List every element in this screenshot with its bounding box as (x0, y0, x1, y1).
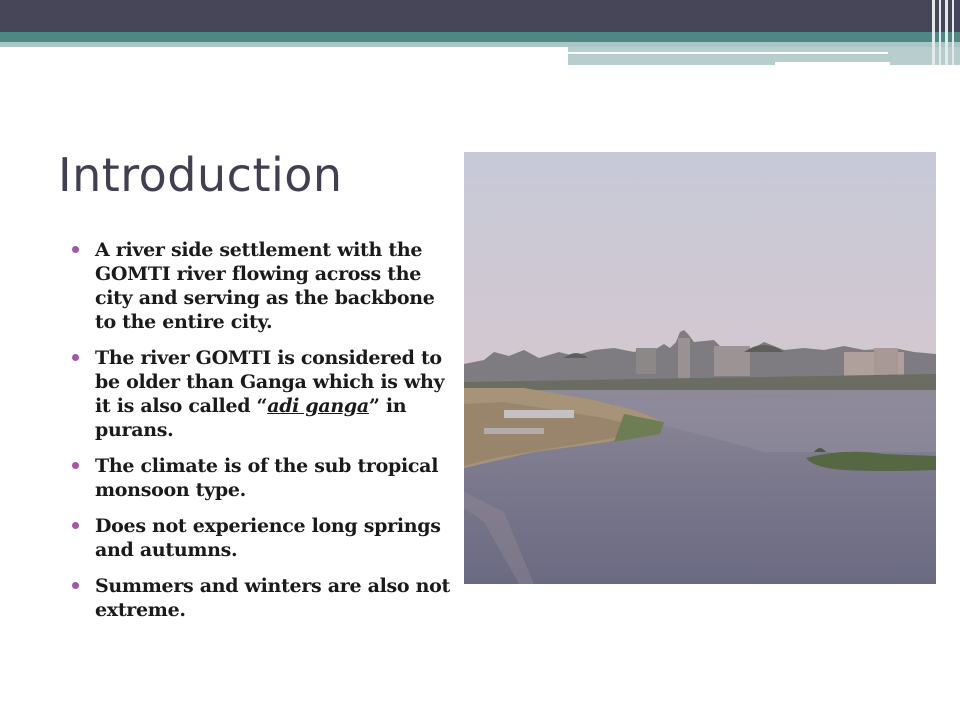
river-city-photo (464, 152, 936, 584)
bullet-dot-icon (72, 462, 79, 469)
bullet-dot-icon (72, 246, 79, 253)
bullet-item (72, 346, 460, 442)
bullet-text: A river side settlement with the GOMTI river flowing across the city and serving as the backbone to the entire city. (95, 239, 435, 333)
bullet-item (72, 238, 460, 334)
bullet-text-part: ” in purans. (95, 395, 407, 441)
header-vertical-lines (930, 0, 960, 65)
bullet-dot-icon (72, 582, 79, 589)
bullet-text: The climate is of the sub tropical monsoon type. (95, 455, 439, 501)
header-teal-band (0, 32, 960, 42)
header-dark-bar (0, 0, 960, 32)
bullet-dot-icon (72, 522, 79, 529)
bullet-text-part: The river GOMTI is considered to be older than Ganga which is why it is also called “ (95, 347, 445, 417)
bullet-list (72, 238, 460, 634)
bullet-item (72, 514, 460, 562)
header-tab-decoration (568, 47, 960, 65)
adi-ganga-emphasis: adi ganga (267, 395, 369, 417)
bullet-text: Does not experience long springs and autumns. (95, 515, 441, 561)
header-tab-line (568, 52, 888, 54)
slide-title: Introduction (58, 148, 343, 202)
bullet-item (72, 574, 460, 622)
bullet-item (72, 454, 460, 502)
bullet-text: Summers and winters are also not extreme. (95, 575, 450, 621)
header-tab-line-short (775, 62, 890, 65)
bullet-dot-icon (72, 354, 79, 361)
